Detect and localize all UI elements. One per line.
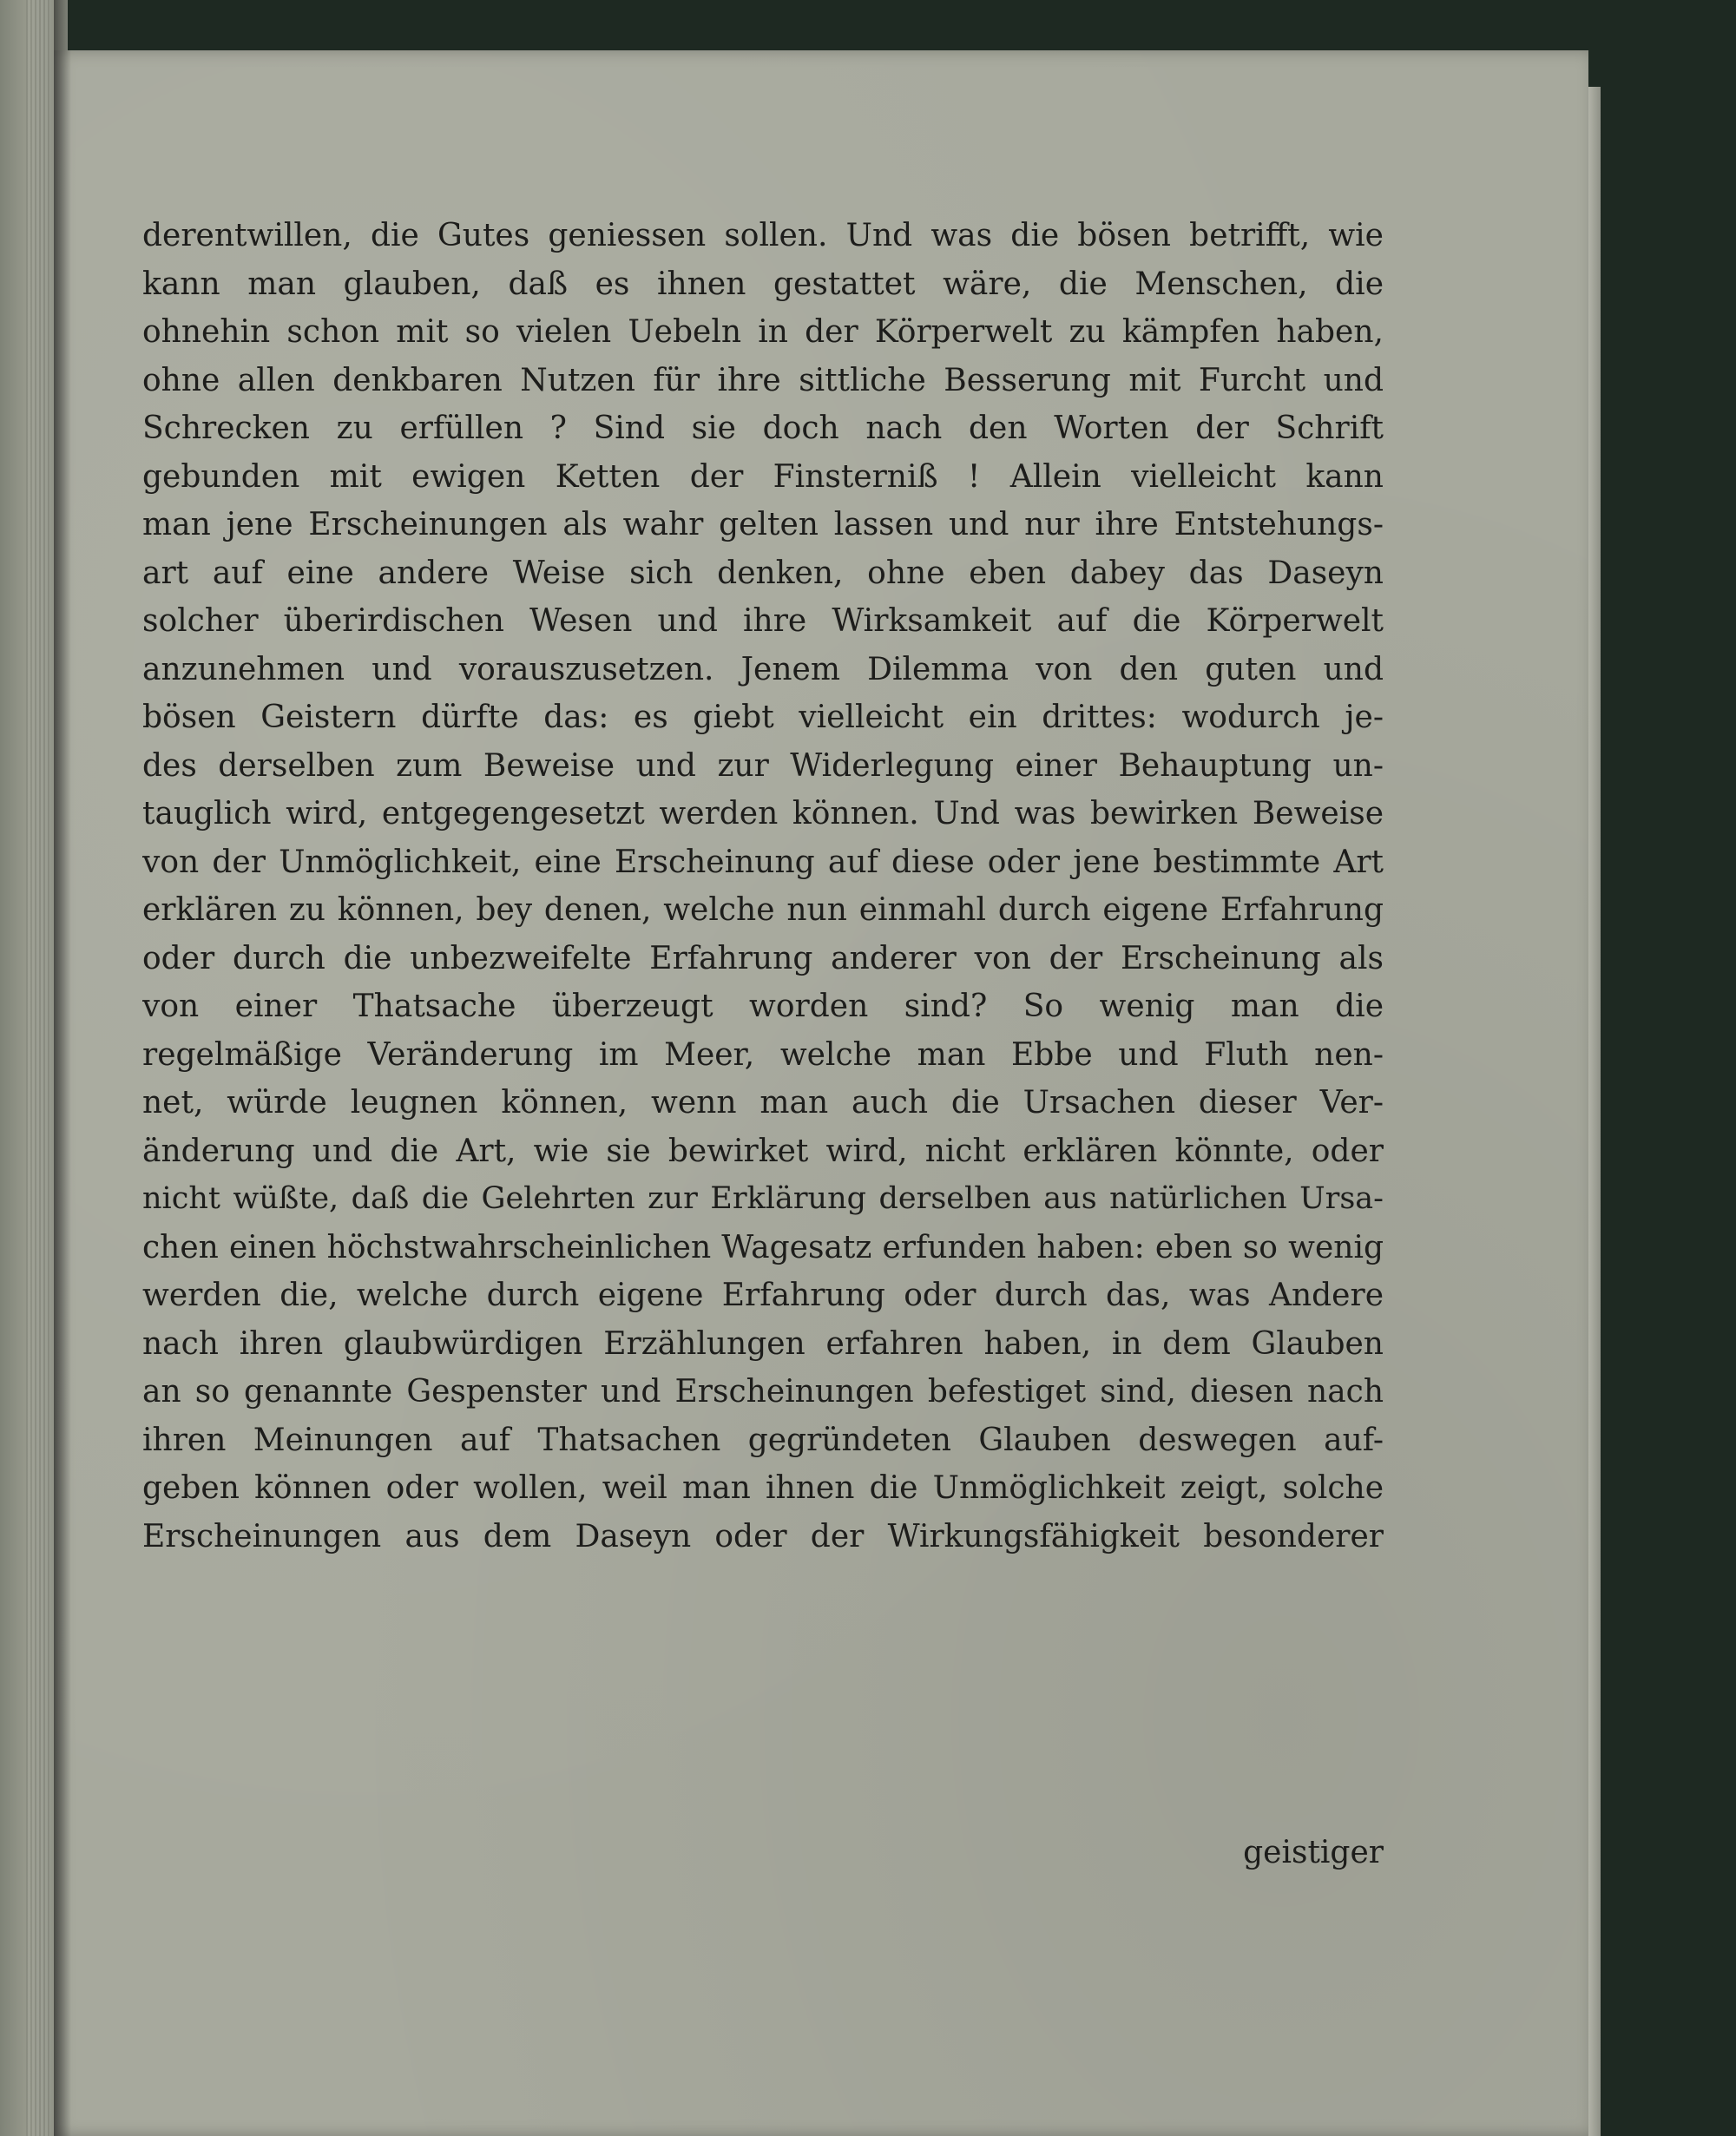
text-line: werden die, welche durch eigene Erfahrung oder durch das, was Andere bbox=[142, 1278, 1384, 1313]
text-line: Schrecken zu erfüllen ? Sind sie doch nach den Worten der Schrift bbox=[142, 411, 1384, 446]
text-line: regelmäßige Veränderung im Meer, welche man Ebbe und Fluth nen- bbox=[142, 1036, 1384, 1073]
text-line: derentwillen, die Gutes geniessen sollen. Und was die bösen betrifft, wie bbox=[142, 218, 1384, 253]
text-line: oder durch die unbezweifelte Erfahrung anderer von der Erscheinung als bbox=[142, 940, 1384, 976]
text-line: bösen Geistern dürfte das: es giebt vielleicht ein drittes: wodurch je- bbox=[142, 700, 1384, 735]
text-line: tauglich wird, entgegengesetzt werden können. Und was bewirken Beweise bbox=[142, 796, 1384, 831]
text-line: ihren Meinungen auf Thatsachen gegründeten Glauben deswegen auf- bbox=[142, 1422, 1384, 1458]
spine-shadow bbox=[54, 0, 71, 2136]
text-line: ohnehin schon mit so vielen Uebeln in der Körperwelt zu kämpfen haben, bbox=[142, 314, 1384, 350]
text-line: geben können oder wollen, weil man ihnen die Unmöglichkeit zeigt, solche bbox=[142, 1470, 1384, 1506]
text-line: nach ihren glaubwürdigen Erzählungen erfahren haben, in dem Glauben bbox=[142, 1325, 1384, 1362]
text-line: chen einen höchstwahrscheinlichen Wagesatz erfunden haben: eben so wenig bbox=[142, 1229, 1384, 1265]
text-line: Erscheinungen aus dem Daseyn oder der Wirkungsfähigkeit besonderer bbox=[142, 1518, 1384, 1554]
text-line: von der Unmöglichkeit, eine Erscheinung auf diese oder jene bestimmte Art bbox=[142, 844, 1384, 880]
text-line: net, würde leugnen können, wenn man auch die Ursachen dieser Ver- bbox=[142, 1085, 1384, 1121]
text-line: anzunehmen und vorauszusetzen. Jenem Dilemma von den guten und bbox=[142, 651, 1384, 687]
text-line: ohne allen denkbaren Nutzen für ihre sittliche Besserung mit Furcht und bbox=[142, 362, 1384, 398]
text-line: man jene Erscheinungen als wahr gelten lassen und nur ihre Entstehungs- bbox=[142, 507, 1384, 542]
text-line: von einer Thatsache überzeugt worden sind? So wenig man die bbox=[142, 989, 1384, 1024]
text-line: nicht wüßte, daß die Gelehrten zur Erklärung derselben aus natürlichen Ursa- bbox=[142, 1181, 1384, 1216]
text-line: kann man glauben, daß es ihnen gestattet wäre, die Menschen, die bbox=[142, 266, 1384, 302]
text-line: des derselben zum Beweise und zur Widerlegung einer Behauptung un- bbox=[142, 747, 1384, 784]
text-line: solcher überirdischen Wesen und ihre Wirksamkeit auf die Körperwelt bbox=[142, 603, 1384, 639]
text-line: an so genannte Gespenster und Erscheinungen befestiget sind, diesen nach bbox=[142, 1374, 1384, 1410]
text-line: änderung und die Art, wie sie bewirket wird, nicht erklären könnte, oder bbox=[142, 1133, 1384, 1169]
body-text bbox=[142, 212, 1384, 1561]
text-line: gebunden mit ewigen Ketten der Finsterniß ! Allein vielleicht kann bbox=[142, 458, 1384, 495]
page-right-edge bbox=[1588, 87, 1601, 2136]
catchword: geistiger bbox=[1243, 1835, 1384, 1870]
text-line: erklären zu können, bey denen, welche nun einmahl durch eigene Erfahrung bbox=[142, 892, 1384, 928]
text-line: art auf eine andere Weise sich denken, ohne eben dabey das Daseyn bbox=[142, 555, 1384, 591]
